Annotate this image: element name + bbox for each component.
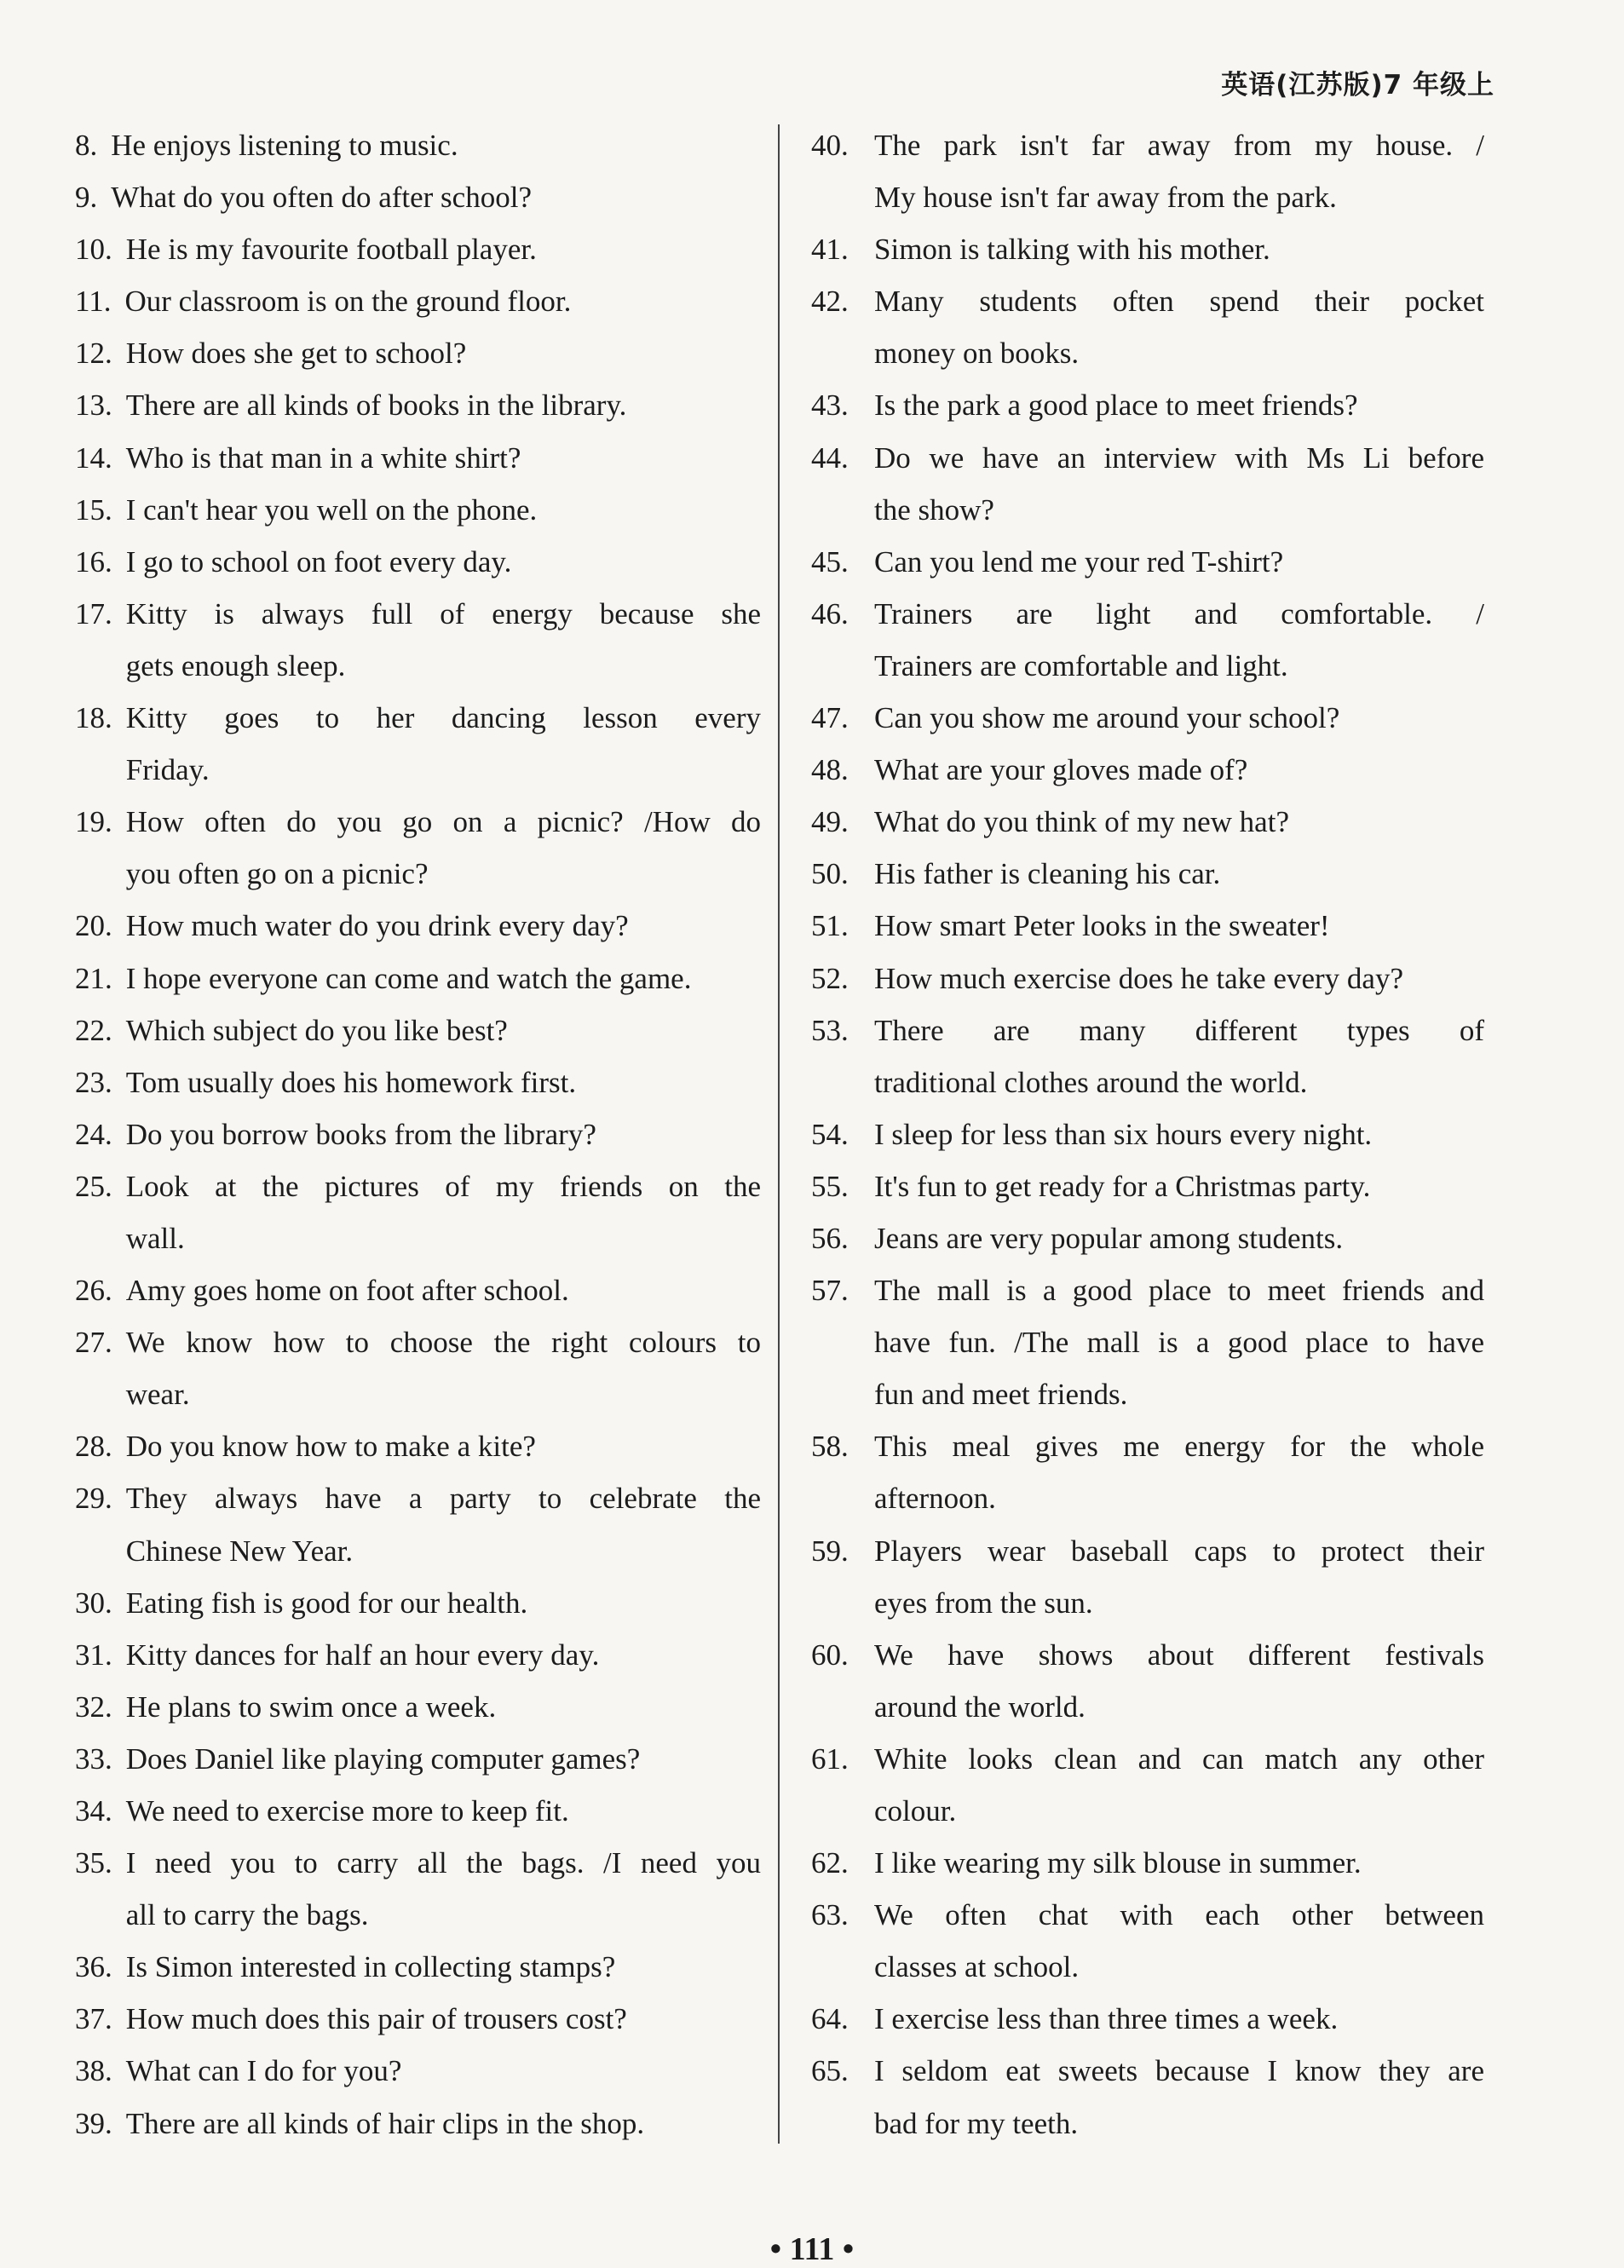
answer-number: 64. bbox=[811, 2002, 849, 2036]
answer-text bbox=[126, 432, 761, 484]
answer-line: Is Simon interested in collecting stamps? bbox=[125, 1950, 616, 1984]
answer-item bbox=[75, 900, 761, 952]
answer-item bbox=[75, 1681, 761, 1733]
answer-number: 54. bbox=[811, 1117, 849, 1151]
answer-item bbox=[75, 1733, 761, 1785]
answer-number: 61. bbox=[811, 1741, 849, 1776]
answer-number: 14. bbox=[75, 440, 112, 475]
answer-text bbox=[874, 900, 1484, 952]
answer-text bbox=[874, 275, 1484, 379]
answer-text bbox=[126, 588, 761, 692]
answer-number: 57. bbox=[811, 1274, 849, 1308]
answer-text bbox=[874, 1733, 1484, 1837]
answer-line: How often do you go on a picnic? /How do bbox=[125, 805, 761, 839]
answer-text bbox=[874, 119, 1484, 223]
answer-number: 19. bbox=[75, 805, 112, 839]
answer-item bbox=[75, 1472, 761, 1576]
answer-item bbox=[75, 1264, 761, 1316]
answer-number: 29. bbox=[75, 1482, 112, 1516]
answer-number: 17. bbox=[75, 596, 112, 630]
answer-text bbox=[126, 484, 761, 536]
answer-item bbox=[811, 119, 1484, 223]
answer-line: It's fun to get ready for a Christmas party. bbox=[874, 1169, 1371, 1203]
answer-number: 43. bbox=[811, 389, 849, 423]
answer-text bbox=[126, 2045, 761, 2097]
answer-item bbox=[811, 223, 1484, 275]
answer-item bbox=[75, 1108, 761, 1160]
answer-number: 47. bbox=[811, 701, 849, 735]
answer-number: 52. bbox=[811, 961, 849, 995]
answer-line: Our classroom is on the ground floor. bbox=[124, 285, 572, 319]
answer-text bbox=[126, 1160, 761, 1264]
answer-line: I go to school on foot every day. bbox=[125, 544, 512, 579]
answer-number: 59. bbox=[811, 1534, 849, 1568]
answer-item bbox=[811, 848, 1484, 900]
answer-text bbox=[874, 432, 1484, 536]
answer-text bbox=[874, 1889, 1484, 1993]
answer-line: eyes from the sun. bbox=[874, 1586, 1093, 1620]
answer-line: Kitty dances for half an hour every day. bbox=[125, 1638, 600, 1672]
answer-line: Simon is talking with his mother. bbox=[874, 233, 1270, 267]
answer-text bbox=[874, 588, 1484, 692]
answer-line: We need to exercise more to keep fit. bbox=[125, 1794, 569, 1828]
answer-line: Players wear baseball caps to protect their bbox=[874, 1534, 1484, 1568]
answer-line: Does Daniel like playing computer games? bbox=[125, 1741, 641, 1776]
answer-line: What do you often do after school? bbox=[111, 181, 532, 215]
answer-text bbox=[111, 119, 761, 171]
answer-line: What are your gloves made of? bbox=[874, 753, 1248, 787]
answer-text bbox=[126, 1472, 761, 1576]
answer-line: Kitty is always full of energy because she bbox=[125, 596, 761, 630]
answer-item bbox=[75, 275, 761, 327]
answer-line: White looks clean and can match any other bbox=[874, 1741, 1484, 1776]
answer-item bbox=[75, 1993, 761, 2045]
answer-number: 25. bbox=[75, 1169, 112, 1203]
answer-line: Tom usually does his homework first. bbox=[125, 1065, 577, 1099]
answer-text bbox=[126, 1108, 761, 1160]
answer-number: 36. bbox=[75, 1950, 112, 1984]
answer-number: 55. bbox=[811, 1169, 849, 1203]
answer-text bbox=[126, 536, 761, 588]
answer-item bbox=[75, 1160, 761, 1264]
answer-line: They always have a party to celebrate the bbox=[125, 1482, 761, 1516]
answer-line: We know how to choose the right colours to bbox=[125, 1326, 761, 1360]
answer-number: 48. bbox=[811, 753, 849, 787]
answer-line: Can you show me around your school? bbox=[874, 701, 1340, 735]
answer-number: 38. bbox=[75, 2054, 112, 2088]
answer-text bbox=[126, 1785, 761, 1837]
answer-line: money on books. bbox=[874, 337, 1080, 371]
answer-text bbox=[874, 2045, 1484, 2149]
answer-number: 35. bbox=[75, 1846, 112, 1880]
answer-line: I exercise less than three times a week. bbox=[874, 2002, 1339, 2036]
answer-item bbox=[75, 796, 761, 900]
answer-text bbox=[126, 953, 761, 1004]
answer-text bbox=[126, 1056, 761, 1108]
answer-line: classes at school. bbox=[874, 1950, 1080, 1984]
answer-number: 46. bbox=[811, 596, 849, 630]
answer-text bbox=[874, 379, 1484, 431]
answer-line: fun and meet friends. bbox=[874, 1378, 1128, 1412]
answer-item bbox=[811, 536, 1484, 588]
answer-text bbox=[126, 692, 761, 796]
answer-line: afternoon. bbox=[874, 1482, 996, 1516]
answer-line: Do you borrow books from the library? bbox=[125, 1117, 596, 1151]
answer-item bbox=[75, 223, 761, 275]
answer-number: 10. bbox=[75, 233, 112, 267]
answer-item bbox=[811, 953, 1484, 1004]
answer-item bbox=[75, 2045, 761, 2097]
answer-item bbox=[75, 1420, 761, 1472]
answer-line: He plans to swim once a week. bbox=[125, 1689, 497, 1724]
answer-text bbox=[874, 796, 1484, 848]
answer-number: 20. bbox=[75, 909, 112, 943]
answer-line: How much exercise does he take every day? bbox=[874, 961, 1403, 995]
answer-number: 26. bbox=[75, 1274, 112, 1308]
answer-text bbox=[874, 848, 1484, 900]
answer-line: His father is cleaning his car. bbox=[874, 857, 1221, 891]
answer-text bbox=[126, 1004, 761, 1056]
answer-text bbox=[126, 1733, 761, 1785]
page-header-title: 英语(江苏版)7 年级上 bbox=[1221, 70, 1494, 101]
answer-item bbox=[75, 1577, 761, 1629]
answer-item bbox=[75, 2098, 761, 2150]
answer-line: What do you think of my new hat? bbox=[874, 805, 1289, 839]
answer-number: 22. bbox=[75, 1013, 112, 1047]
answer-line: Chinese New Year. bbox=[125, 1534, 354, 1568]
answer-item bbox=[75, 1316, 761, 1420]
answer-line: Do you know how to make a kite? bbox=[125, 1430, 536, 1464]
answer-line: How smart Peter looks in the sweater! bbox=[874, 909, 1330, 943]
answer-line: have fun. /The mall is a good place to have bbox=[874, 1326, 1484, 1360]
answer-item bbox=[75, 1004, 761, 1056]
answer-text bbox=[126, 1420, 761, 1472]
answer-text bbox=[126, 1264, 761, 1316]
answer-item bbox=[811, 432, 1484, 536]
answer-line: This meal gives me energy for the whole bbox=[874, 1430, 1484, 1464]
answer-text bbox=[874, 1264, 1484, 1420]
column-divider bbox=[778, 124, 780, 2144]
answer-text bbox=[126, 1993, 761, 2045]
answer-number: 18. bbox=[75, 701, 112, 735]
answer-text bbox=[126, 1681, 761, 1733]
answer-line: He enjoys listening to music. bbox=[111, 129, 458, 162]
answer-line: I need you to carry all the bags. /I need you bbox=[125, 1846, 761, 1880]
answer-line: Is the park a good place to meet friends? bbox=[874, 389, 1358, 423]
answer-number: 44. bbox=[811, 440, 849, 475]
answer-number: 53. bbox=[811, 1013, 849, 1047]
answer-line: There are all kinds of books in the library. bbox=[125, 389, 627, 423]
answer-item bbox=[811, 796, 1484, 848]
answer-line: The park isn't far away from my house. / bbox=[874, 129, 1484, 162]
answer-line: How much water do you drink every day? bbox=[125, 909, 629, 943]
answer-number: 65. bbox=[811, 2054, 849, 2088]
answer-item bbox=[811, 1160, 1484, 1212]
answer-text bbox=[874, 223, 1484, 275]
answer-number: 41. bbox=[811, 233, 849, 267]
answer-number: 56. bbox=[811, 1221, 849, 1255]
answer-text bbox=[126, 379, 761, 431]
answer-text bbox=[874, 1108, 1484, 1160]
answer-item bbox=[75, 327, 761, 379]
answer-line: Trainers are light and comfortable. / bbox=[874, 596, 1484, 630]
answer-item bbox=[75, 692, 761, 796]
answer-text bbox=[124, 275, 761, 327]
answer-number: 51. bbox=[811, 909, 849, 943]
answer-line: Which subject do you like best? bbox=[125, 1013, 508, 1047]
answer-line: We often chat with each other between bbox=[874, 1898, 1484, 1932]
answer-item bbox=[811, 1264, 1484, 1420]
answer-item bbox=[811, 1420, 1484, 1524]
answer-line: bad for my teeth. bbox=[874, 2106, 1079, 2140]
answer-line: He is my favourite football player. bbox=[125, 233, 537, 267]
answer-text bbox=[126, 1316, 761, 1420]
answer-number: 49. bbox=[811, 805, 849, 839]
answer-text bbox=[874, 1212, 1484, 1264]
answer-item bbox=[811, 1837, 1484, 1889]
answer-item bbox=[75, 171, 761, 223]
answer-number: 62. bbox=[811, 1846, 849, 1880]
answer-line: you often go on a picnic? bbox=[125, 857, 429, 891]
answer-number: 16. bbox=[75, 544, 112, 579]
answer-number: 42. bbox=[811, 285, 849, 319]
answer-item bbox=[75, 1837, 761, 1941]
answer-text bbox=[126, 223, 761, 275]
answer-item bbox=[811, 1525, 1484, 1629]
answer-number: 45. bbox=[811, 544, 849, 579]
answer-line: What can I do for you? bbox=[125, 2054, 402, 2088]
answer-text bbox=[126, 1837, 761, 1941]
answer-text bbox=[126, 796, 761, 900]
answer-text bbox=[874, 1004, 1484, 1108]
answer-text bbox=[874, 744, 1484, 796]
answer-line: We have shows about different festivals bbox=[874, 1638, 1484, 1672]
answer-line: The mall is a good place to meet friends and bbox=[874, 1274, 1484, 1308]
answer-item bbox=[75, 1941, 761, 1993]
answer-text bbox=[874, 692, 1484, 744]
answer-line: Many students often spend their pocket bbox=[874, 285, 1484, 319]
answer-text bbox=[874, 1629, 1484, 1733]
answer-item bbox=[811, 1004, 1484, 1108]
answer-text bbox=[126, 1629, 761, 1681]
answer-number: 8. bbox=[75, 129, 98, 162]
answer-line: Amy goes home on foot after school. bbox=[125, 1274, 569, 1308]
answer-text bbox=[126, 1941, 761, 1993]
answer-text bbox=[126, 327, 761, 379]
answer-item bbox=[75, 1785, 761, 1837]
answer-number: 32. bbox=[75, 1689, 112, 1724]
answer-number: 60. bbox=[811, 1638, 849, 1672]
answer-number: 63. bbox=[811, 1898, 849, 1932]
answer-item bbox=[75, 1056, 761, 1108]
answer-number: 34. bbox=[75, 1794, 112, 1828]
answer-item bbox=[811, 1212, 1484, 1264]
answer-text bbox=[126, 2098, 761, 2150]
answer-number: 58. bbox=[811, 1430, 849, 1464]
answer-number: 23. bbox=[75, 1065, 112, 1099]
answer-line: There are many different types of bbox=[874, 1013, 1484, 1047]
answer-line: Friday. bbox=[125, 753, 210, 787]
answer-line: I hope everyone can come and watch the game. bbox=[125, 961, 692, 995]
answer-number: 15. bbox=[75, 492, 112, 527]
answer-item bbox=[75, 953, 761, 1004]
answer-number: 39. bbox=[75, 2106, 112, 2140]
answer-line: Who is that man in a white shirt? bbox=[125, 440, 521, 475]
answer-text bbox=[874, 1160, 1484, 1212]
answer-line: Can you lend me your red T-shirt? bbox=[874, 544, 1284, 579]
answer-item bbox=[811, 744, 1484, 796]
answer-text bbox=[111, 171, 761, 223]
answer-line: Trainers are comfortable and light. bbox=[874, 648, 1288, 682]
answer-line: gets enough sleep. bbox=[125, 648, 346, 682]
answer-number: 37. bbox=[75, 2002, 112, 2036]
answer-line: around the world. bbox=[874, 1689, 1086, 1724]
answer-line: I sleep for less than six hours every night. bbox=[874, 1117, 1373, 1151]
answer-number: 24. bbox=[75, 1117, 112, 1151]
answer-text bbox=[874, 953, 1484, 1004]
answer-line: I can't hear you well on the phone. bbox=[125, 492, 538, 527]
answer-number: 11. bbox=[75, 285, 112, 319]
answer-line: I like wearing my silk blouse in summer. bbox=[874, 1846, 1362, 1880]
answer-line: I seldom eat sweets because I know they are bbox=[874, 2054, 1484, 2088]
answer-item bbox=[811, 275, 1484, 379]
answer-item bbox=[75, 379, 761, 431]
answer-line: traditional clothes around the world. bbox=[874, 1065, 1308, 1099]
answer-text bbox=[874, 536, 1484, 588]
answer-item bbox=[811, 1889, 1484, 1993]
answer-number: 13. bbox=[75, 389, 112, 423]
answer-item bbox=[811, 1993, 1484, 2045]
answer-item bbox=[75, 119, 761, 171]
answer-column-left bbox=[75, 119, 761, 2150]
answer-number: 21. bbox=[75, 961, 112, 995]
answer-text bbox=[874, 1837, 1484, 1889]
answer-column-right bbox=[811, 119, 1484, 2150]
answer-item bbox=[811, 1629, 1484, 1733]
answer-number: 50. bbox=[811, 857, 849, 891]
answer-text bbox=[126, 900, 761, 952]
answer-text bbox=[874, 1993, 1484, 2045]
answer-number: 12. bbox=[75, 337, 112, 371]
answer-text bbox=[874, 1420, 1484, 1524]
answer-item bbox=[811, 1108, 1484, 1160]
answer-number: 28. bbox=[75, 1430, 112, 1464]
answer-number: 9. bbox=[75, 181, 98, 215]
answer-item bbox=[811, 1733, 1484, 1837]
answer-line: Look at the pictures of my friends on the bbox=[125, 1169, 761, 1203]
answer-number: 31. bbox=[75, 1638, 112, 1672]
answer-item bbox=[75, 432, 761, 484]
page-number: • 111 • bbox=[769, 2231, 855, 2267]
answer-item bbox=[811, 588, 1484, 692]
answer-item bbox=[811, 692, 1484, 744]
answer-line: How does she get to school? bbox=[125, 337, 467, 371]
answer-text bbox=[874, 1525, 1484, 1629]
answer-line: There are all kinds of hair clips in the shop. bbox=[125, 2106, 645, 2140]
answer-item bbox=[75, 588, 761, 692]
answer-line: wall. bbox=[125, 1221, 185, 1255]
answer-number: 30. bbox=[75, 1586, 112, 1620]
answer-item bbox=[75, 1629, 761, 1681]
answer-item bbox=[75, 484, 761, 536]
answer-line: wear. bbox=[125, 1378, 190, 1412]
answer-line: My house isn't far away from the park. bbox=[874, 181, 1337, 215]
answer-line: Kitty goes to her dancing lesson every bbox=[125, 701, 761, 735]
answer-item bbox=[811, 379, 1484, 431]
answer-item bbox=[75, 536, 761, 588]
answer-item bbox=[811, 900, 1484, 952]
answer-number: 27. bbox=[75, 1326, 112, 1360]
answer-line: How much does this pair of trousers cost? bbox=[125, 2002, 627, 2036]
answer-line: Eating fish is good for our health. bbox=[125, 1586, 528, 1620]
answer-line: Jeans are very popular among students. bbox=[874, 1221, 1344, 1255]
answer-text bbox=[126, 1577, 761, 1629]
answer-number: 33. bbox=[75, 1741, 112, 1776]
answer-item bbox=[811, 2045, 1484, 2149]
answer-line: Do we have an interview with Ms Li before bbox=[874, 440, 1484, 475]
answer-line: colour. bbox=[874, 1794, 957, 1828]
answer-line: the show? bbox=[874, 492, 994, 527]
answer-number: 40. bbox=[811, 129, 849, 162]
answer-line: all to carry the bags. bbox=[125, 1898, 369, 1932]
